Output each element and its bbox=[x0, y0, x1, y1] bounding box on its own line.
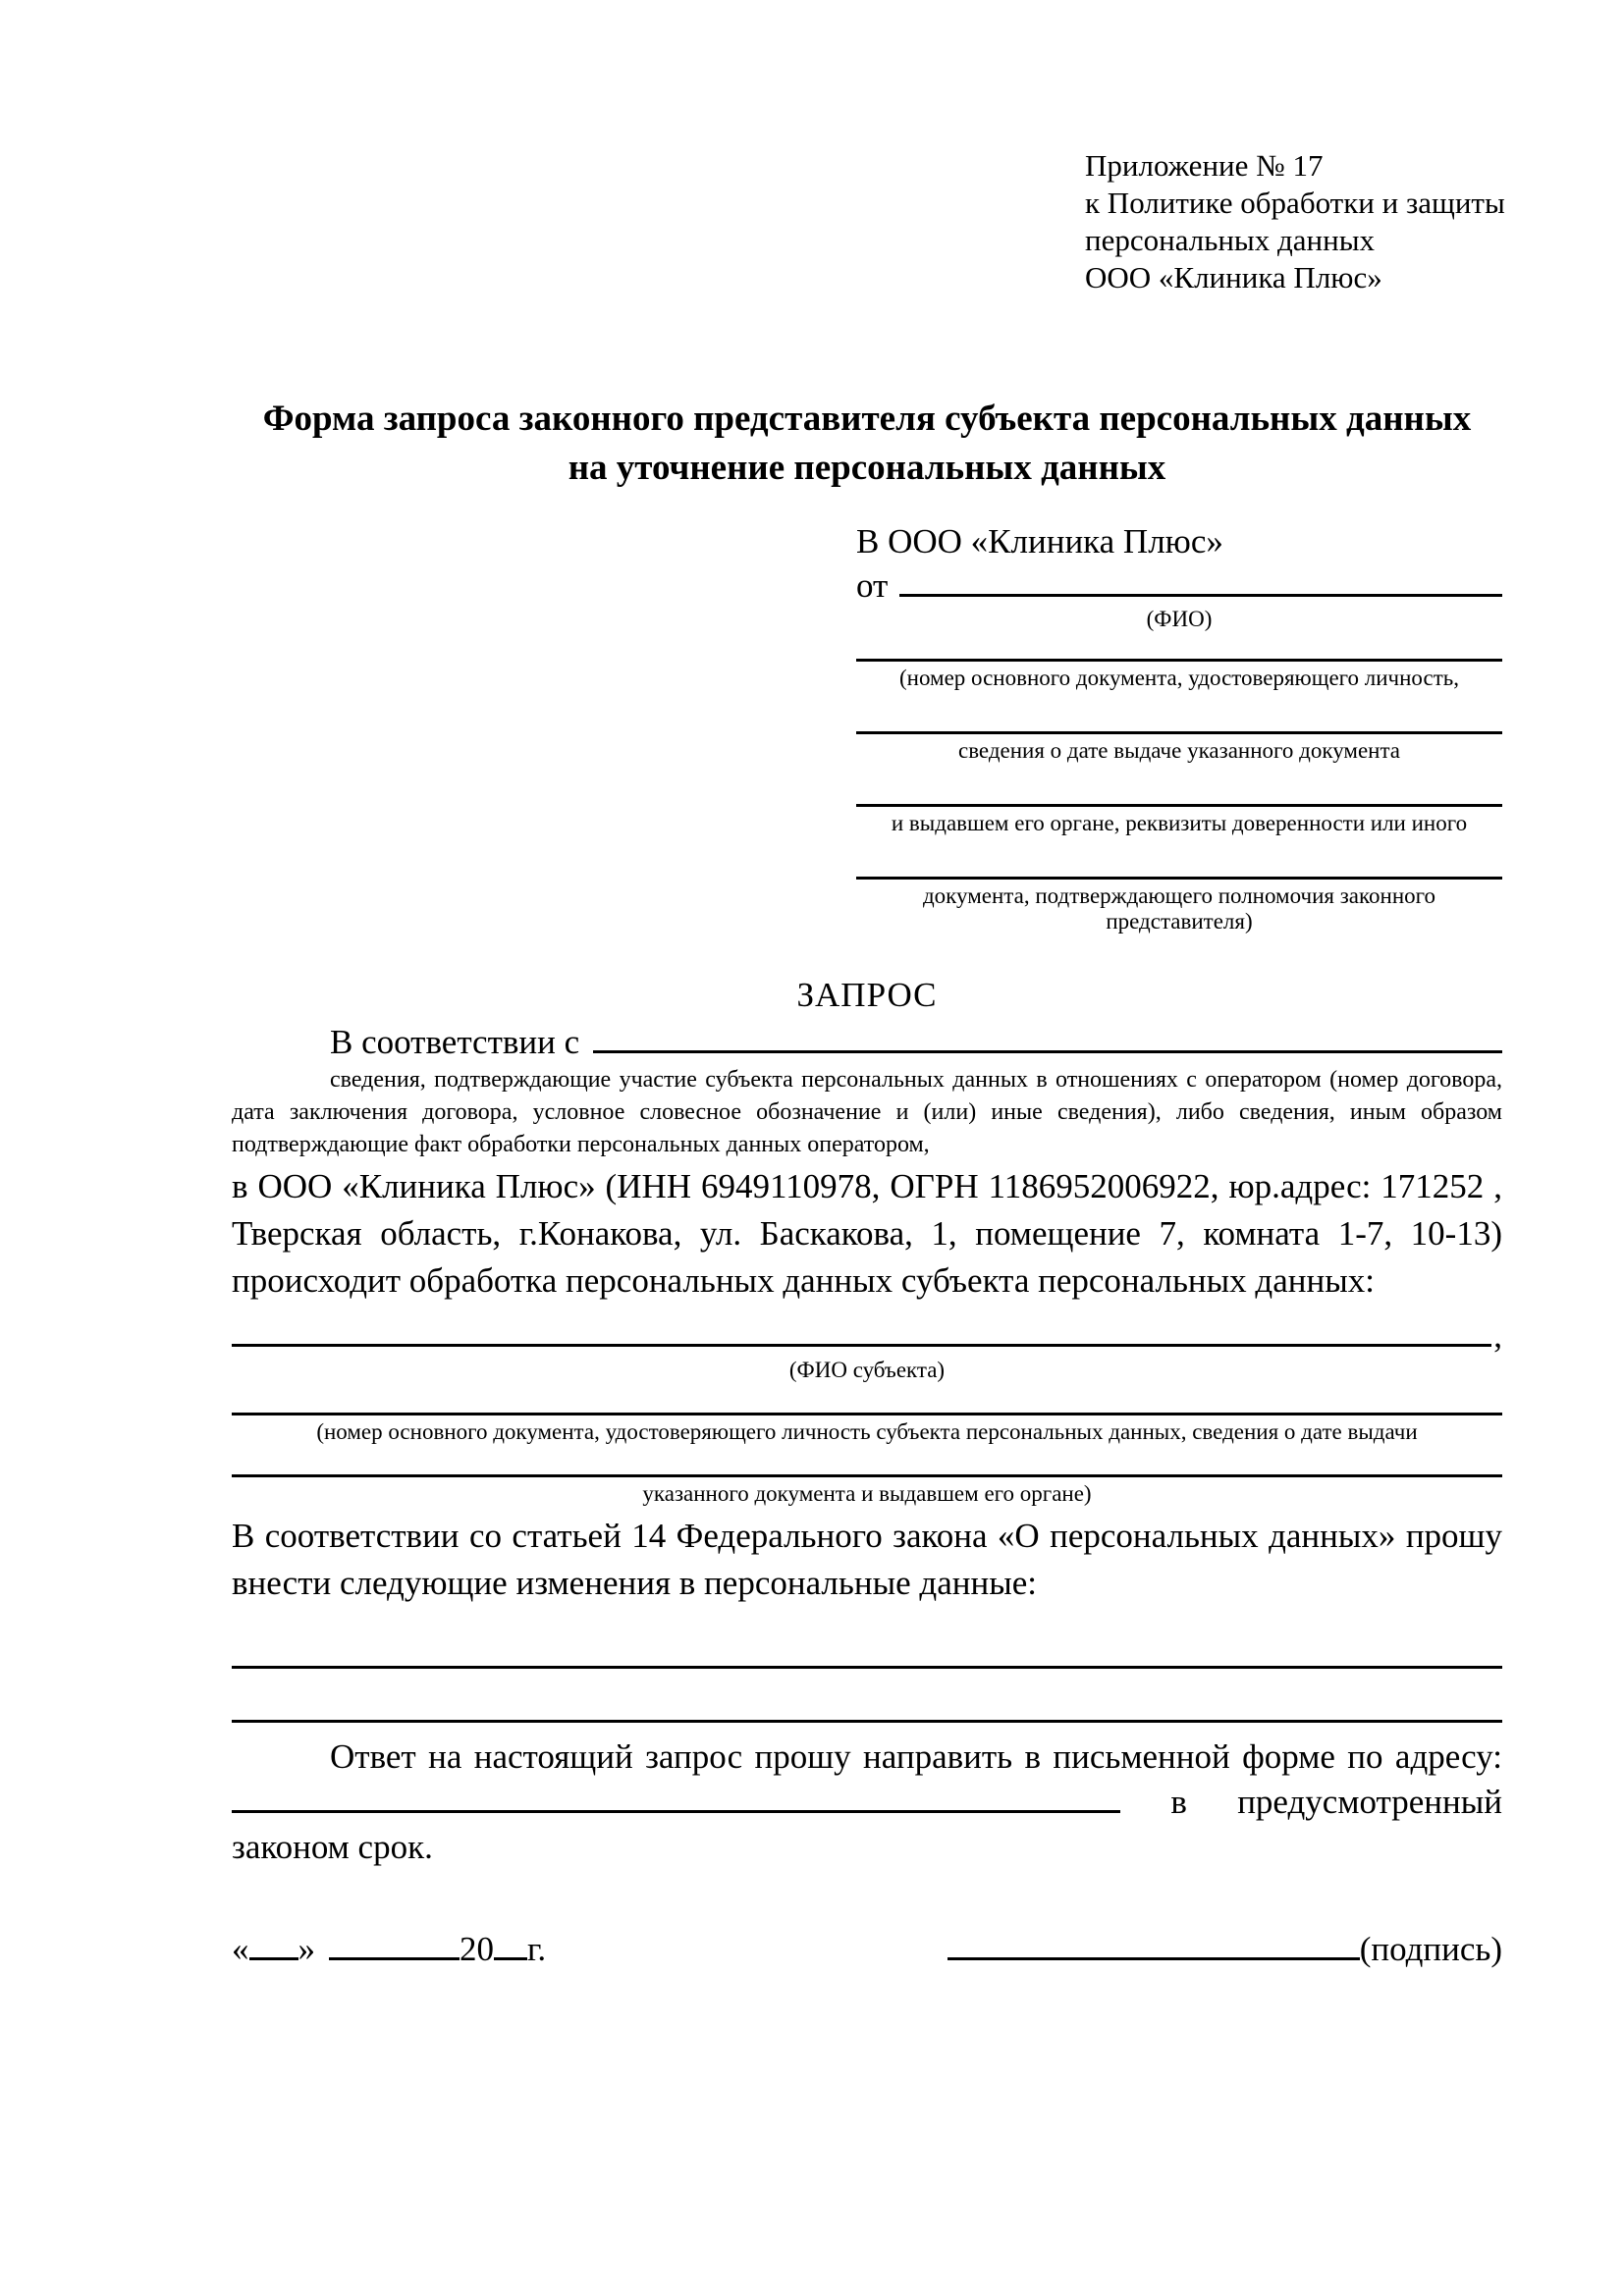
from-label: от bbox=[856, 566, 889, 605]
quote-open: « bbox=[232, 1930, 249, 1968]
answer-word-v: в bbox=[1170, 1783, 1187, 1821]
recipient-to: В ООО «Клиника Плюс» bbox=[856, 522, 1223, 561]
representative-doc-blank-field-1[interactable] bbox=[856, 632, 1502, 662]
basis-prefix: В соответствии с bbox=[330, 1023, 580, 1061]
signature-blank-field[interactable] bbox=[947, 1953, 1360, 1960]
form-title-line2: на уточнение персональных данных bbox=[568, 448, 1166, 488]
recipient-block bbox=[856, 522, 1502, 934]
law-paragraph: В соответствии со статьей 14 Федерального закона «О персональных данных» прошу внести следующие изменения в персональные данные: bbox=[232, 1517, 1502, 1602]
appendix-line: ООО «Клиника Плюс» bbox=[1085, 260, 1382, 294]
appendix-line: к Политике обработки и защиты bbox=[1085, 186, 1505, 220]
representative-fio-blank-field[interactable] bbox=[899, 588, 1502, 597]
answer-word-predusmotrenny: предусмотренный bbox=[1237, 1783, 1502, 1821]
representative-doc-blank-field-3[interactable] bbox=[856, 777, 1502, 807]
appendix-line: персональных данных bbox=[1085, 223, 1376, 257]
subject-doc-blank-field-2[interactable] bbox=[232, 1445, 1502, 1477]
doc-caption-1: (номер основного документа, удостоверяющего личность, bbox=[898, 666, 1459, 690]
signature-group bbox=[947, 1927, 1502, 1972]
subject-fio-blank-field[interactable] bbox=[232, 1338, 1491, 1347]
form-title-line1: Форма запроса законного представителя субъекта персональных данных bbox=[262, 399, 1472, 439]
month-blank-field[interactable] bbox=[329, 1953, 460, 1960]
year-prefix: 20 bbox=[460, 1930, 494, 1968]
fio-caption: (ФИО) bbox=[1146, 607, 1213, 631]
request-heading: ЗАПРОС bbox=[796, 976, 938, 1014]
answer-sentence: Ответ на настоящий запрос прошу направить в письменной форме по адресу: bbox=[330, 1737, 1502, 1776]
year-suffix: г. bbox=[527, 1930, 547, 1968]
doc-caption-4: документа, подтверждающего полномочия законного представителя) bbox=[922, 883, 1435, 934]
subject-doc-blank-field-1[interactable] bbox=[232, 1383, 1502, 1415]
representative-doc-blank-field-4[interactable] bbox=[856, 850, 1502, 880]
date-field bbox=[232, 1927, 546, 1972]
address-blank-field[interactable] bbox=[232, 1804, 1120, 1813]
basis-footnote: сведения, подтверждающие участие субъекта персональных данных в отношениях с оператором (номер договора, дата заключения договора, условное словесное обозначение и (или) иные сведения), либо сведения, иным образом подтверждающие факт обработки персональных данных оператором, bbox=[232, 1067, 1502, 1157]
trailing-comma: , bbox=[1493, 1316, 1502, 1355]
subject-doc-caption-2: указанного документа и выдавшем его органе) bbox=[642, 1481, 1092, 1506]
quote-close: » bbox=[298, 1930, 315, 1968]
answer-sentence-end: законом срок. bbox=[232, 1828, 433, 1866]
appendix-line: Приложение № 17 bbox=[1085, 148, 1324, 183]
appendix-block bbox=[1085, 147, 1505, 296]
basis-row bbox=[232, 1023, 1502, 1062]
subject-fio-caption: (ФИО субъекта) bbox=[788, 1358, 946, 1382]
subject-fio-row bbox=[232, 1318, 1502, 1354]
year-blank-field[interactable] bbox=[494, 1953, 527, 1960]
signature-caption: (подпись) bbox=[1359, 1930, 1502, 1968]
footer-row bbox=[232, 1927, 1502, 1972]
answer-address-row bbox=[232, 1780, 1502, 1825]
subject-doc-caption-1: (номер основного документа, удостоверяющего личность субъекта персональных данных, сведения о дате выдачи bbox=[316, 1419, 1418, 1444]
day-blank-field[interactable] bbox=[249, 1953, 298, 1960]
changes-blank-field-1[interactable] bbox=[232, 1632, 1502, 1669]
doc-caption-3: и выдавшем его органе, реквизиты доверенности или иного bbox=[891, 811, 1468, 835]
doc-caption-2: сведения о дате выдаче указанного документа bbox=[957, 738, 1401, 763]
operator-paragraph: в ООО «Клиника Плюс» (ИНН 6949110978, ОГРН 1186952006922, юр.адрес: 171252 , Тверская область, г.Конакова, ул. Баскакова, 1, помещение 7, комната 1-7, 10-13) происходит обработка персональных данных субъекта персональных данных: bbox=[232, 1167, 1502, 1300]
basis-blank-field[interactable] bbox=[593, 1044, 1502, 1053]
form-title bbox=[232, 395, 1502, 493]
representative-doc-blank-field-2[interactable] bbox=[856, 705, 1502, 734]
from-row bbox=[856, 563, 1502, 605]
changes-blank-field-2[interactable] bbox=[232, 1669, 1502, 1723]
